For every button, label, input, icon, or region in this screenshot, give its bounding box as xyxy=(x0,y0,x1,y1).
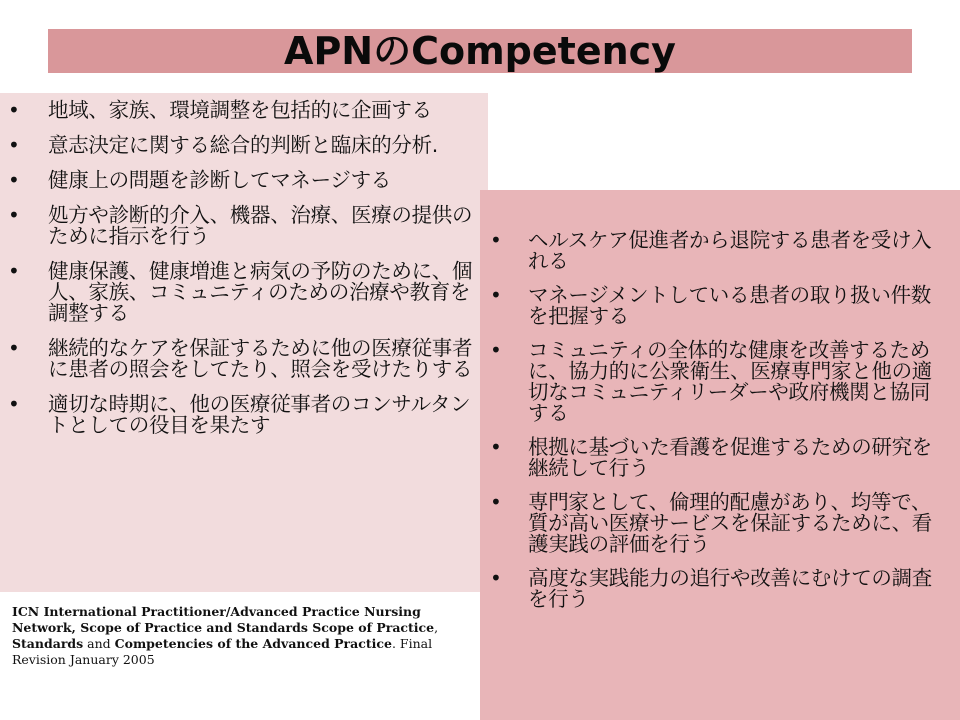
bullet-icon: • xyxy=(490,228,502,252)
list-item: • 地域、家族、環境調整を包括的に企画する xyxy=(8,98,432,122)
bullet-icon: • xyxy=(8,168,20,192)
bullet-icon: • xyxy=(8,203,20,227)
title-bar xyxy=(48,29,912,73)
list-item: • コミュニティの全体的な健康を改善するために、協力的に公衆衛生、医療専門家と他の適切なコミュニティリーダーや政府機関と協同する xyxy=(490,338,932,425)
left-bullet-list xyxy=(8,100,480,450)
list-item: • 高度な実践能力の追行や改善にむけての調査を行う xyxy=(490,566,932,611)
bullet-icon: • xyxy=(490,283,502,307)
list-item: • 継続的なケアを保証するために他の医療従事者に患者の照会をしてたり、照会を受けたりする xyxy=(8,336,473,381)
list-item: • 健康保護、健康増進と病気の予防のために、個人、家族、コミュニティのための治療や教育を調整する xyxy=(8,259,473,325)
bullet-icon: • xyxy=(490,338,502,362)
slide-title: APNのCompetency xyxy=(284,29,676,73)
list-item: • 処方や診断的介入、機器、治療、医療の提供のために指示を行う xyxy=(8,203,473,248)
list-item: • ヘルスケア促進者から退院する患者を受け入れる xyxy=(490,228,932,273)
list-item: • 健康上の問題を診断してマネージする xyxy=(8,168,391,192)
bullet-icon: • xyxy=(490,566,502,590)
right-bullet-list xyxy=(490,230,950,623)
list-item: • マネージメントしている患者の取り扱い件数を把握する xyxy=(490,283,931,328)
bullet-icon: • xyxy=(8,392,20,416)
bullet-icon: • xyxy=(490,435,502,459)
citation: ICN International Practitioner/Advanced Practice Nursing Network, Scope of Practice and Standards Scope of Practice, Standards and Competencies of the Advanced Practice. Final Revision January 2005 xyxy=(12,604,439,667)
list-item: • 根拠に基づいた看護を促進するための研究を継続して行う xyxy=(490,435,932,480)
list-item: • 適切な時期に、他の医療従事者のコンサルタントとしての役目を果たす xyxy=(8,392,471,437)
bullet-icon: • xyxy=(8,98,20,122)
bullet-icon: • xyxy=(8,259,20,283)
bullet-icon: • xyxy=(8,133,20,157)
bullet-icon: • xyxy=(490,490,502,514)
list-item: • 専門家として、倫理的配慮があり、均等で、質が高い医療サービスを保証するために、看護実践の評価を行う xyxy=(490,490,932,556)
bullet-icon: • xyxy=(8,336,20,360)
list-item: • 意志決定に関する総合的判断と臨床的分析. xyxy=(8,133,439,157)
